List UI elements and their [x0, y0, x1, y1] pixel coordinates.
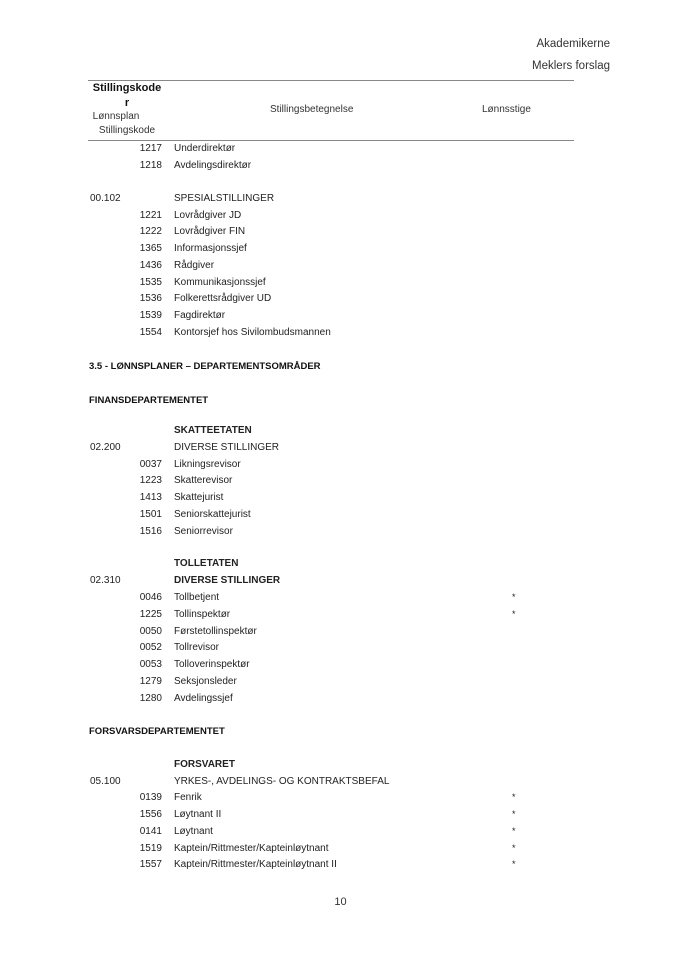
agency-heading: TOLLETATEN [174, 558, 239, 569]
group-row [88, 192, 574, 208]
agency-heading: FORSVARET [174, 759, 235, 770]
code-header-line4: Stillingskode [98, 125, 156, 136]
position-code: 0046 [139, 592, 162, 603]
position-title: Informasjonssjef [174, 243, 247, 254]
table-row [88, 276, 574, 292]
table-row [88, 825, 574, 841]
position-title: Avdelingssjef [174, 693, 233, 704]
position-title: Seksjonsleder [174, 676, 237, 687]
table-row [88, 259, 574, 275]
scale-marker: * [512, 592, 516, 602]
table-row [88, 675, 574, 691]
department-heading: FINANSDEPARTEMENTET [89, 395, 209, 406]
position-code: 1218 [139, 160, 162, 171]
position-code: 1557 [139, 859, 162, 870]
section-title: 3.5 - LØNNSPLANER – DEPARTEMENTSOMRÅDER [89, 361, 321, 372]
scale-marker: * [512, 826, 516, 836]
salary-plan-code: 00.102 [90, 193, 121, 204]
scale-marker: * [512, 609, 516, 619]
position-code: 1536 [139, 293, 162, 304]
position-code: 1554 [139, 327, 162, 338]
position-title: Tollbetjent [174, 592, 220, 603]
group-heading: SPESIALSTILLINGER [174, 193, 275, 204]
position-code: 0141 [139, 826, 162, 837]
position-title: Skattejurist [174, 492, 224, 503]
table-row [88, 209, 574, 225]
position-code: 1539 [139, 310, 162, 321]
position-code: 1279 [139, 676, 162, 687]
table-row [88, 641, 574, 657]
agency-row [88, 424, 574, 440]
salary-plan-code: 02.310 [90, 575, 121, 586]
department-heading: FORSVARSDEPARTEMENTET [89, 726, 225, 737]
table-row [88, 658, 574, 674]
position-title: Tolloverinspektør [174, 659, 250, 670]
position-code: 1222 [139, 226, 162, 237]
table-row [88, 608, 574, 624]
group-row [88, 775, 574, 791]
position-code: 1413 [139, 492, 162, 503]
position-code: 1519 [139, 843, 162, 854]
table-row [88, 458, 574, 474]
position-code: 1535 [139, 277, 162, 288]
scale-marker: * [512, 859, 516, 869]
position-code: 1365 [139, 243, 162, 254]
position-title: Fenrik [174, 792, 202, 803]
position-code: 0037 [139, 459, 162, 470]
position-code: 0139 [139, 792, 162, 803]
agency-heading: SKATTEETATEN [174, 425, 252, 436]
agency-row [88, 557, 574, 573]
position-code: 1280 [139, 693, 162, 704]
position-title: Kaptein/Rittmester/Kapteinløytnant [174, 843, 329, 854]
table-row [88, 591, 574, 607]
table-row [88, 159, 574, 175]
table-row [88, 858, 574, 874]
table-row [88, 508, 574, 524]
position-title: Kommunikasjonssjef [174, 277, 266, 288]
position-title: Rådgiver [174, 260, 215, 271]
position-title: Førstetollinspektør [174, 626, 257, 637]
title-header: Stillingsbetegnelse [270, 104, 354, 115]
table-row [88, 808, 574, 824]
position-code: 1501 [139, 509, 162, 520]
position-title: Seniorrevisor [174, 526, 233, 537]
position-code: 1436 [139, 260, 162, 271]
position-code: 1225 [139, 609, 162, 620]
table-row [88, 491, 574, 507]
position-title: Tollrevisor [174, 642, 220, 653]
position-title: Løytnant [174, 826, 213, 837]
position-title: Avdelingsdirektør [174, 160, 252, 171]
table-row [88, 242, 574, 258]
position-code: 1217 [139, 143, 162, 154]
scale-header: Lønnsstige [482, 104, 531, 115]
table-row [88, 625, 574, 641]
code-header-line1: Stillingskode [92, 82, 162, 94]
position-title: Seniorskattejurist [174, 509, 251, 520]
table-row [88, 309, 574, 325]
table-row [88, 791, 574, 807]
org-name: Akademikerne [536, 38, 610, 50]
position-title: Lovrådgiver FIN [174, 226, 246, 237]
table-row [88, 692, 574, 708]
group-row [88, 574, 574, 590]
table-header-rule [88, 140, 574, 141]
group-heading: YRKES-, AVDELINGS- OG KONTRAKTSBEFAL [174, 776, 390, 787]
position-code: 1223 [139, 475, 162, 486]
position-title: Kaptein/Rittmester/Kapteinløytnant II [174, 859, 337, 870]
position-code: 0052 [139, 642, 162, 653]
position-code: 1516 [139, 526, 162, 537]
scale-marker: * [512, 792, 516, 802]
position-code: 1221 [139, 210, 162, 221]
position-code: 0053 [139, 659, 162, 670]
table-row [88, 292, 574, 308]
table-row [88, 474, 574, 490]
group-heading: DIVERSE STILLINGER [174, 442, 280, 453]
position-code: 1556 [139, 809, 162, 820]
position-title: Løytnant II [174, 809, 222, 820]
scale-marker: * [512, 843, 516, 853]
scale-marker: * [512, 809, 516, 819]
page-number: 10 [334, 896, 347, 908]
position-title: Skatterevisor [174, 475, 233, 486]
table-row [88, 525, 574, 541]
position-title: Folkerettsrådgiver UD [174, 293, 272, 304]
position-title: Likningsrevisor [174, 459, 241, 470]
position-title: Fagdirektør [174, 310, 226, 321]
group-row [88, 441, 574, 457]
position-code: 0050 [139, 626, 162, 637]
table-row [88, 225, 574, 241]
position-title: Lovrådgiver JD [174, 210, 242, 221]
table-row [88, 842, 574, 858]
position-title: Tollinspektør [174, 609, 231, 620]
agency-row [88, 758, 574, 774]
table-row [88, 326, 574, 342]
salary-plan-code: 02.200 [90, 442, 121, 453]
salary-plan-code: 05.100 [90, 776, 121, 787]
position-title: Underdirektør [174, 143, 236, 154]
code-header-line3: Lønnsplan [92, 111, 140, 122]
proposal-label: Meklers forslag [532, 60, 610, 72]
code-header-line2: r [124, 97, 130, 109]
group-heading: DIVERSE STILLINGER [174, 575, 281, 586]
position-title: Kontorsjef hos Sivilombudsmannen [174, 327, 331, 338]
table-top-rule [88, 80, 574, 81]
table-row [88, 142, 574, 158]
